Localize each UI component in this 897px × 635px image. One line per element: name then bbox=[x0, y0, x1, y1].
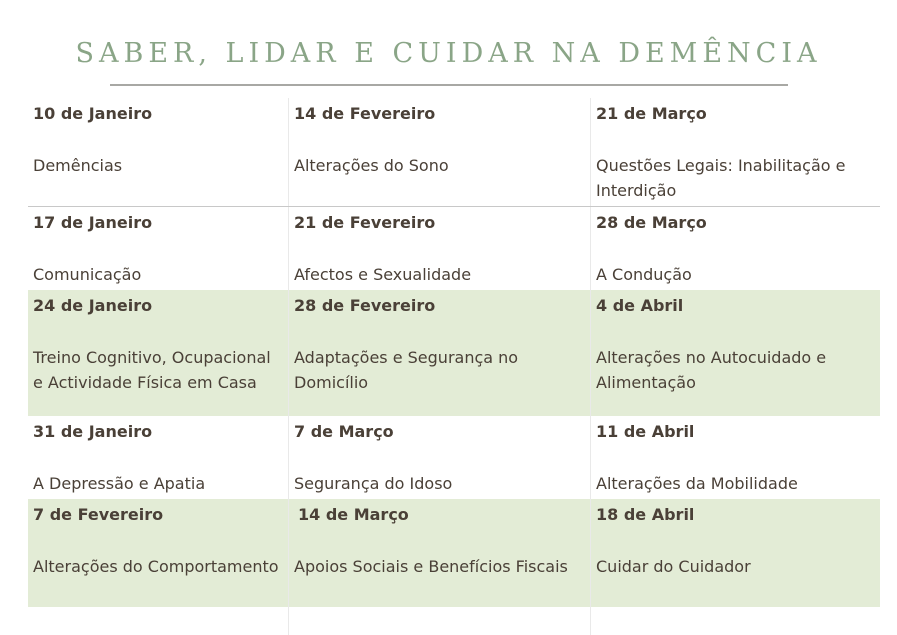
table-cell bbox=[591, 416, 880, 499]
session-date: 11 de Abril bbox=[596, 422, 695, 441]
session-topic: A Depressão e Apatia bbox=[33, 474, 206, 493]
table-cell bbox=[28, 499, 289, 607]
table-row bbox=[28, 499, 880, 607]
table-cell bbox=[28, 290, 289, 416]
session-topic: Cuidar do Cuidador bbox=[596, 557, 751, 576]
session-topic: Alterações no Autocuidado e Alimentação bbox=[596, 348, 827, 392]
table-cell bbox=[28, 98, 289, 206]
table-cell bbox=[591, 607, 880, 635]
table-cell bbox=[591, 98, 880, 206]
session-date: 24 de Janeiro bbox=[33, 296, 153, 315]
session-topic: Adaptações e Segurança no Domicílio bbox=[294, 348, 519, 392]
session-topic: Alterações do Comportamento bbox=[33, 557, 279, 576]
table-cell bbox=[289, 607, 591, 635]
session-topic: Treino Cognitivo, Ocupacional e Actividade Física em Casa bbox=[33, 348, 271, 392]
table-cell bbox=[28, 207, 289, 290]
table-cell bbox=[289, 499, 591, 607]
session-topic: Segurança do Idoso bbox=[294, 474, 453, 493]
session-topic: Demências bbox=[33, 156, 123, 175]
session-date: 4 de Abril bbox=[596, 296, 684, 315]
table-cell bbox=[591, 499, 880, 607]
session-topic: Questões Legais: Inabilitação e Interdição bbox=[596, 156, 846, 200]
schedule-table bbox=[28, 98, 880, 635]
table-row-empty bbox=[28, 607, 880, 635]
table-cell bbox=[289, 290, 591, 416]
session-date: 17 de Janeiro bbox=[33, 213, 153, 232]
table-cell bbox=[591, 207, 880, 290]
session-topic: A Condução bbox=[596, 265, 692, 284]
page-title: SABER, LIDAR E CUIDAR NA DEMÊNCIA bbox=[75, 38, 822, 69]
table-cell bbox=[28, 607, 289, 635]
session-topic: Afectos e Sexualidade bbox=[294, 265, 472, 284]
table-row bbox=[28, 207, 880, 290]
session-topic: Alterações do Sono bbox=[294, 156, 449, 175]
session-topic: Apoios Sociais e Benefícios Fiscais bbox=[294, 557, 568, 576]
session-topic: Comunicação bbox=[33, 265, 142, 284]
session-date: 28 de Março bbox=[596, 213, 707, 232]
table-row bbox=[28, 98, 880, 207]
session-date: 14 de Março bbox=[298, 505, 409, 524]
table-cell bbox=[591, 290, 880, 416]
session-topic: Alterações da Mobilidade bbox=[596, 474, 798, 493]
table-cell bbox=[289, 207, 591, 290]
table-row bbox=[28, 290, 880, 416]
session-date: 21 de Março bbox=[596, 104, 707, 123]
session-date: 10 de Janeiro bbox=[33, 104, 153, 123]
table-cell bbox=[289, 416, 591, 499]
session-date: 7 de Fevereiro bbox=[33, 505, 164, 524]
session-date: 31 de Janeiro bbox=[33, 422, 153, 441]
table-row bbox=[28, 416, 880, 499]
session-date: 28 de Fevereiro bbox=[294, 296, 436, 315]
session-date: 14 de Fevereiro bbox=[294, 104, 436, 123]
table-cell bbox=[28, 416, 289, 499]
session-date: 18 de Abril bbox=[596, 505, 695, 524]
session-date: 7 de Março bbox=[294, 422, 394, 441]
title-underline bbox=[110, 84, 788, 86]
table-cell bbox=[289, 98, 591, 206]
session-date: 21 de Fevereiro bbox=[294, 213, 436, 232]
